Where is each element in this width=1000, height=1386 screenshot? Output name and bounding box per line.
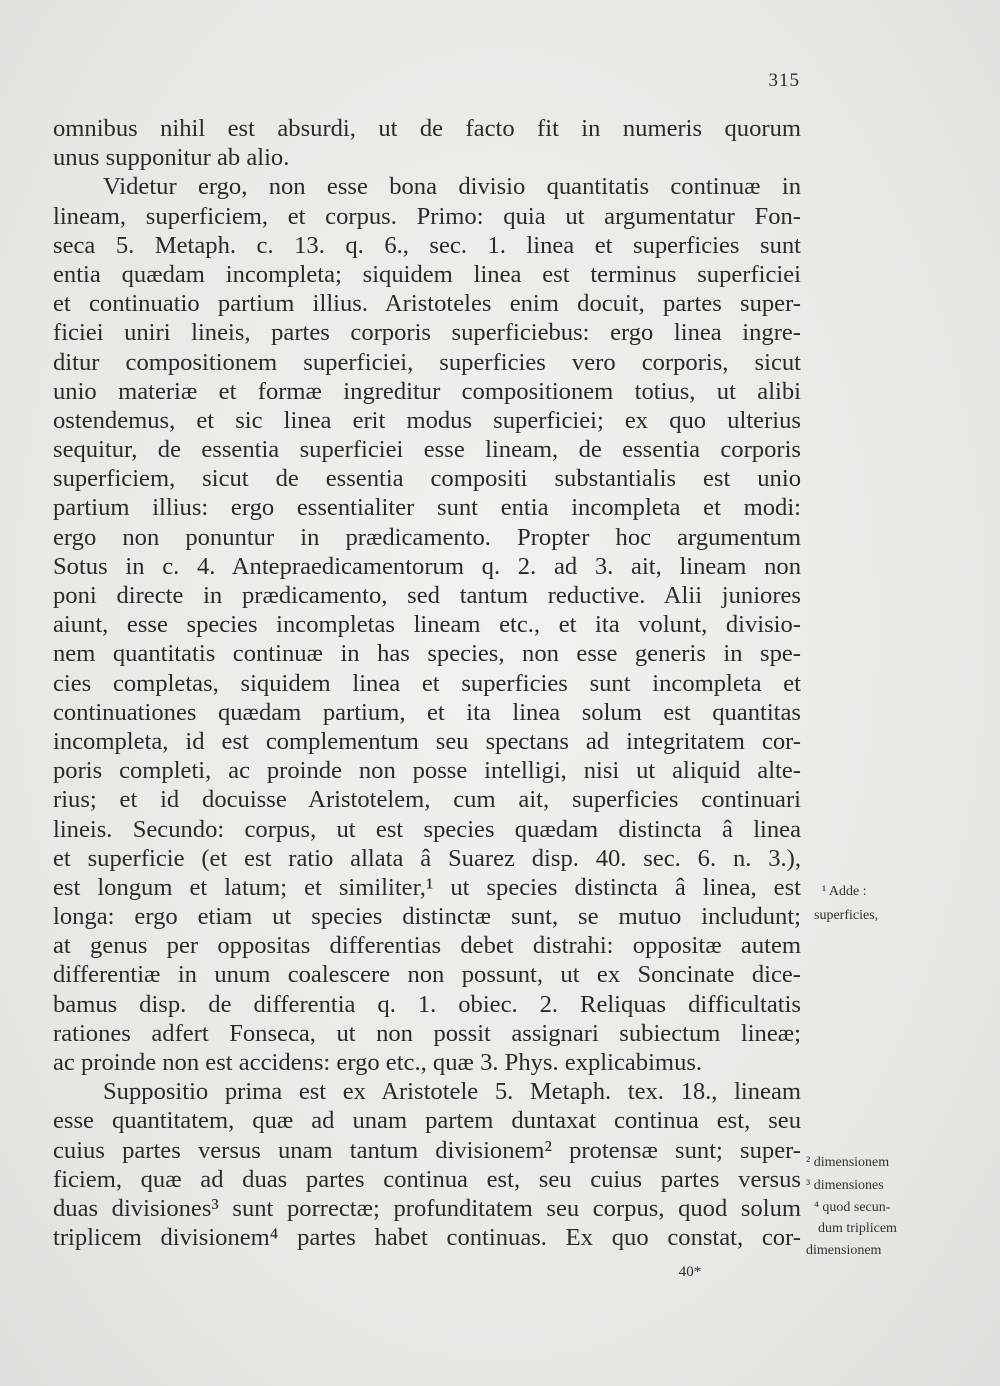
text-line: Suppositio prima est ex Aristotele 5. Metaph. tex. 18., lineam xyxy=(103,1078,801,1106)
text-line: Sotus in c. 4. Antepraedicamentorum q. 2. ad 3. ait, lineam non xyxy=(53,552,801,580)
text-line: superficiem, sicut de essentia compositi substantialis est unio xyxy=(53,465,801,493)
margin-note-1-line-2: superficies, xyxy=(814,908,879,923)
text-line: sequitur, de essentia superficiei esse lineam, de essentia corporis xyxy=(53,436,801,464)
text-line: lineis. Secundo: corpus, ut est species quædam distincta â linea xyxy=(53,815,801,843)
text-line: rationes adfert Fonseca, ut non possit assignari subiectum lineæ; xyxy=(53,1019,801,1047)
signature-mark: 40* xyxy=(678,1264,702,1280)
text-line: longa: ergo etiam ut species distinctæ sunt, se mutuo includunt; xyxy=(53,903,801,931)
text-line: bamus disp. de differentia q. 1. obiec. 2. Reliquas difficultatis xyxy=(53,990,801,1018)
text-line: ficiem, quæ ad duas partes continua est, seu cuius partes versus xyxy=(53,1165,801,1193)
text-line: et superficie (et est ratio allata â Suarez disp. 40. sec. 6. n. 3.), xyxy=(53,844,801,872)
text-line: unus supponitur ab alio. xyxy=(53,144,290,172)
text-line: rius; et id docuisse Aristotelem, cum ait, superficies continuari xyxy=(53,786,801,814)
text-line: duas divisiones³ sunt porrectæ; profunditatem seu corpus, quod solum xyxy=(53,1194,801,1222)
body-text xyxy=(53,114,801,1252)
text-line: incompleta, id est complementum seu spectans ad integritatem cor- xyxy=(53,727,801,755)
text-line: omnibus nihil est absurdi, ut de facto fit in numeris quorum xyxy=(53,115,801,142)
margin-note-1-line-1: ¹ Adde : xyxy=(822,884,867,899)
text-line: nem quantitatis continuæ in has species, non esse generis in spe- xyxy=(53,640,801,668)
text-line: et continuatio partium illius. Aristoteles enim docuit, partes super- xyxy=(53,290,801,318)
text-line: cies completas, siquidem linea et superficies sunt incompleta et xyxy=(53,669,801,697)
margin-note-3: ³ dimensiones xyxy=(806,1178,884,1193)
text-line: seca 5. Metaph. c. 13. q. 6., sec. 1. linea et superficies sunt xyxy=(53,231,801,259)
text-line: ditur compositionem superficiei, superficies vero corporis, sicut xyxy=(53,348,801,376)
text-line: partium illius: ergo essentialiter sunt entia incompleta et modi: xyxy=(53,494,801,522)
text-line: triplicem divisionem⁴ partes habet continuas. Ex quo constat, cor- xyxy=(53,1224,801,1252)
text-line: poni directe in prædicamento, sed tantum reductive. Alii juniores xyxy=(53,582,801,609)
text-line: Videtur ergo, non esse bona divisio quantitatis continuæ in xyxy=(103,173,801,201)
margin-note-4-line-2: dum triplicem xyxy=(818,1221,897,1236)
text-line: ficiei uniri lineis, partes corporis superficiebus: ergo linea ingre- xyxy=(53,319,801,347)
text-line: est longum et latum; et similiter,¹ ut species distincta â linea, est xyxy=(53,873,801,901)
margin-note-4-line-3: dimensionem xyxy=(806,1243,882,1258)
text-line: cuius partes versus unam tantum divisionem² protensæ sunt; super- xyxy=(53,1136,801,1164)
text-line: continuationes quædam partium, et ita linea solum est quantitas xyxy=(53,698,801,726)
text-line: aiunt, esse species incompletas lineam etc., et ita volunt, divisio- xyxy=(53,611,801,639)
text-line: esse quantitatem, quæ ad unam partem duntaxat continua est, seu xyxy=(53,1107,801,1135)
margin-note-2: ² dimensionem xyxy=(806,1155,890,1170)
text-line: poris completi, ac proinde non posse intelligi, nisi ut aliquid alte- xyxy=(53,757,801,785)
text-line: ac proinde non est accidens: ergo etc., quæ 3. Phys. explicabimus. xyxy=(53,1049,703,1076)
page-number: 315 xyxy=(768,70,800,91)
text-line: differentiæ in unum coalescere non possunt, ut ex Soncinate dice- xyxy=(53,961,801,989)
text-line: entia quædam incompleta; siquidem linea est terminus superficiei xyxy=(53,260,801,288)
text-line: unio materiæ et formæ ingreditur compositionem totius, ut alibi xyxy=(53,377,801,405)
text-line: lineam, superficiem, et corpus. Primo: quia ut argumentatur Fon- xyxy=(53,202,801,230)
text-line: ostendemus, et sic linea erit modus superficiei; ex quo ulterius xyxy=(53,406,801,434)
margin-note-4-line-1: ⁴ quod secun- xyxy=(814,1200,891,1215)
text-line: at genus per oppositas differentias debet distrahi: oppositæ autem xyxy=(53,932,801,960)
text-line: ergo non ponuntur in prædicamento. Propter hoc argumentum xyxy=(53,523,801,551)
